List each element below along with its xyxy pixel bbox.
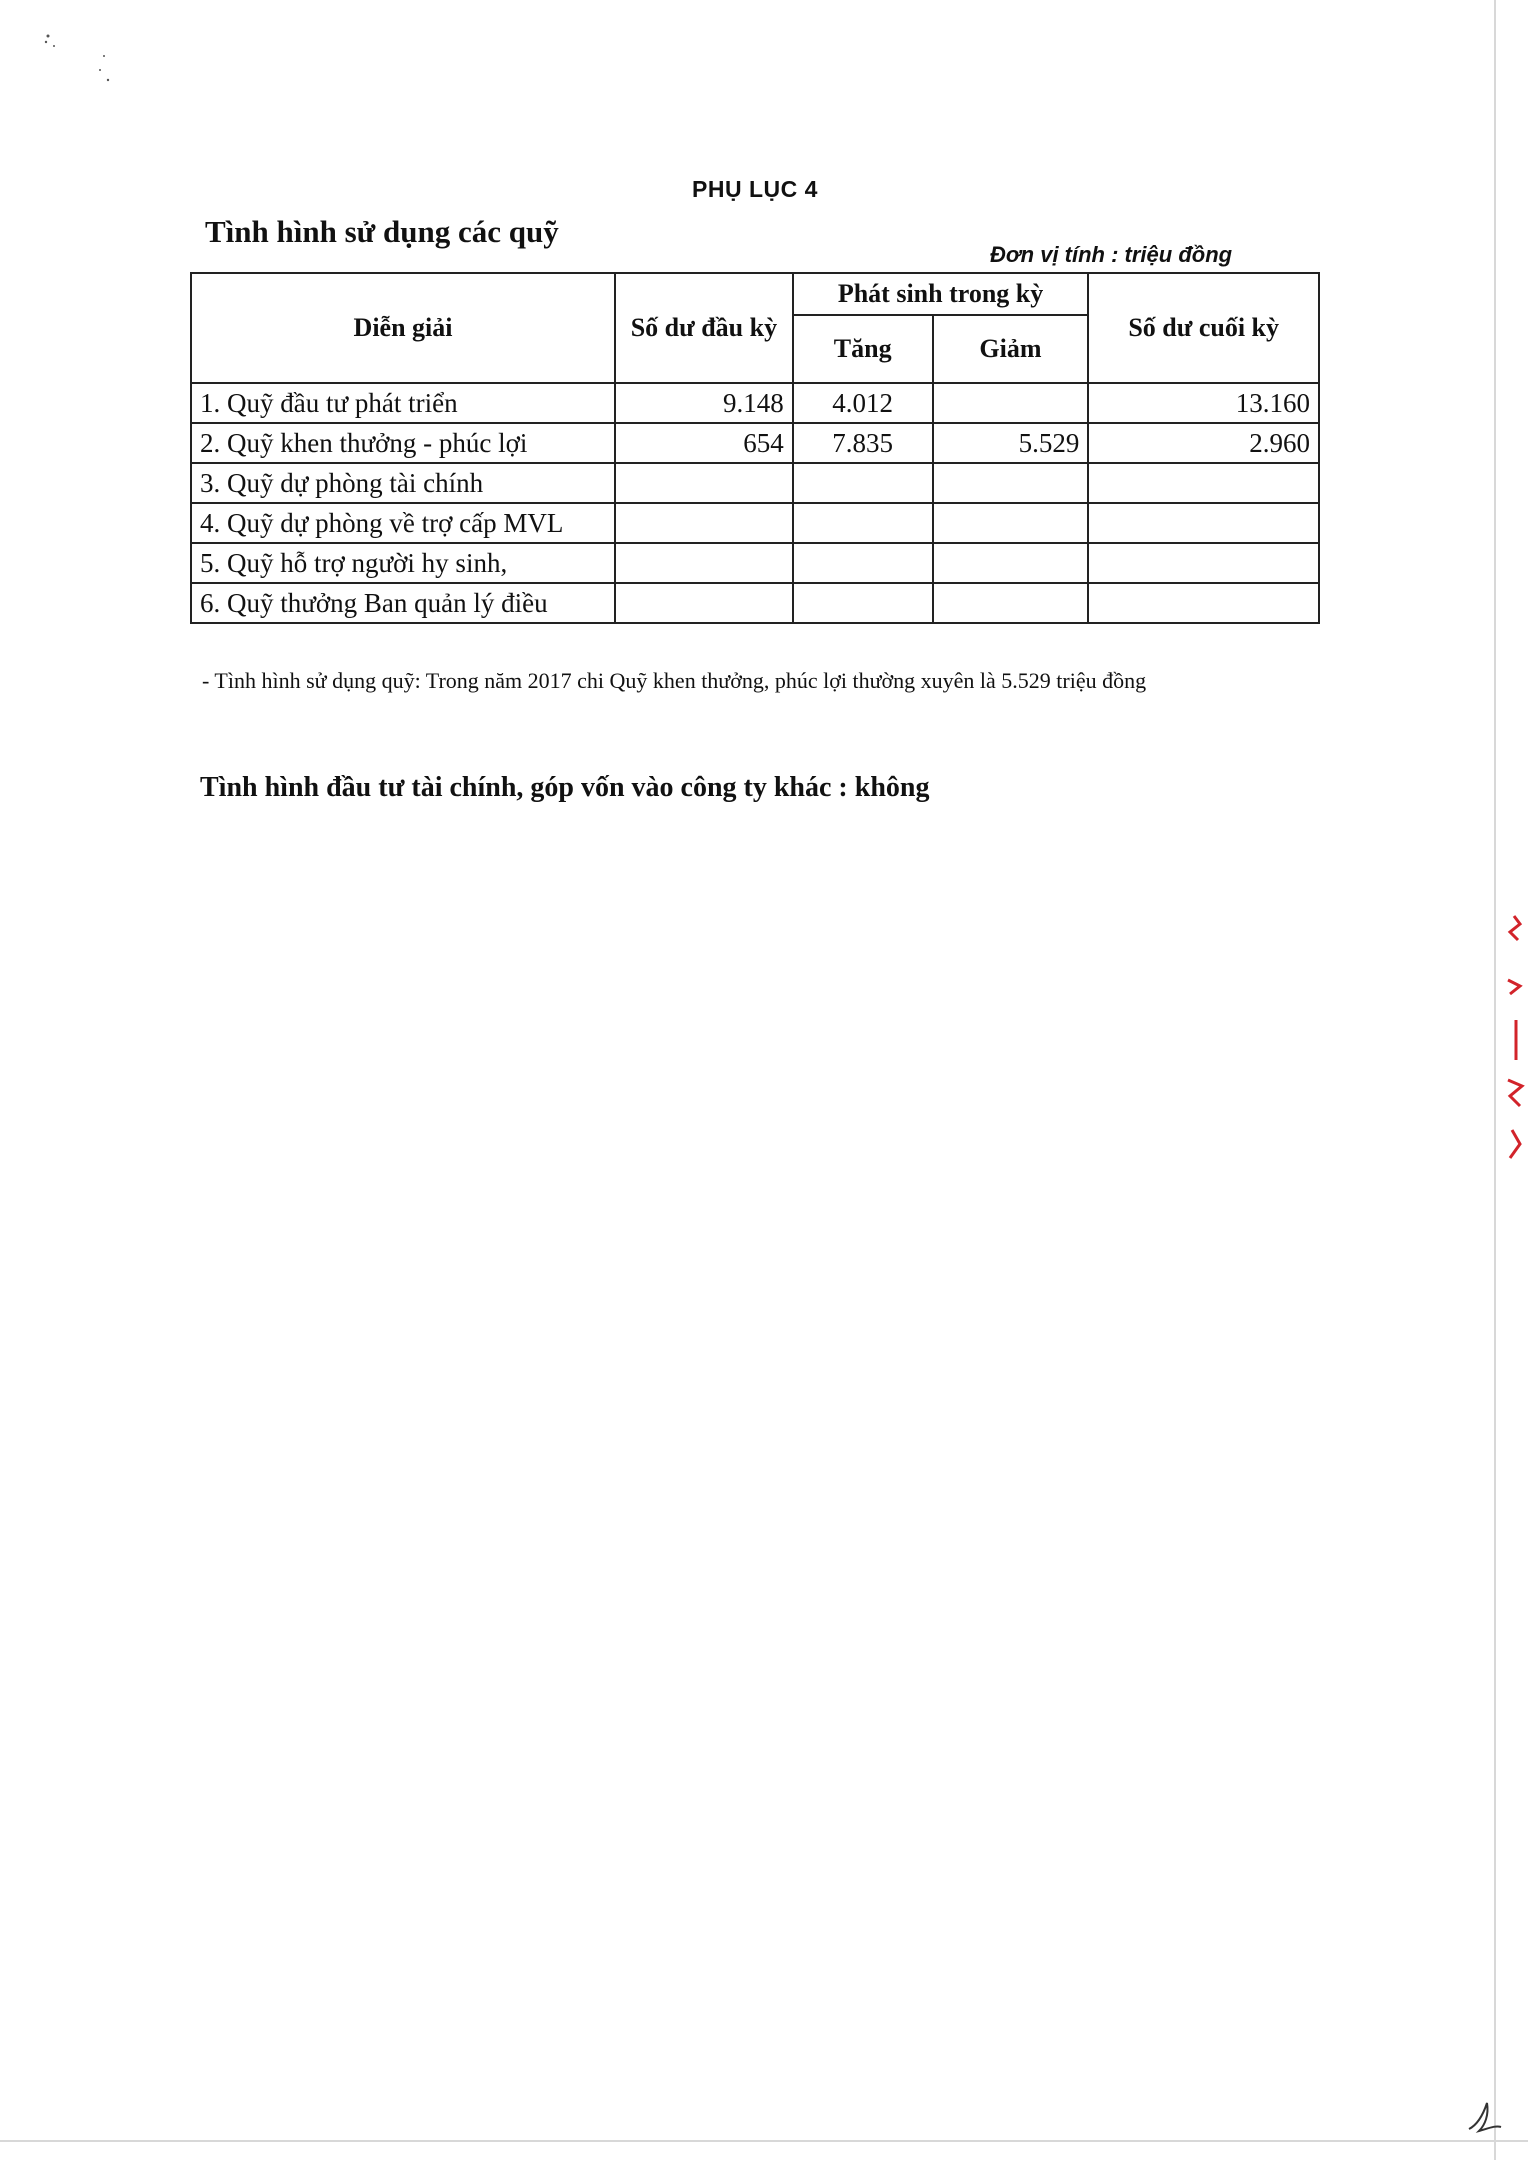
row-increase [793, 463, 933, 503]
row-opening [615, 463, 793, 503]
row-opening [615, 543, 793, 583]
table-row [191, 383, 1319, 423]
row-increase: 7.835 [793, 423, 933, 463]
row-closing [1088, 503, 1319, 543]
row-label: 6. Quỹ thưởng Ban quản lý điều [191, 583, 615, 623]
row-opening: 9.148 [615, 383, 793, 423]
row-label: 1. Quỹ đầu tư phát triển [191, 383, 615, 423]
row-label: 2. Quỹ khen thưởng - phúc lợi [191, 423, 615, 463]
header-increase: Tăng [793, 315, 933, 383]
row-closing: 13.160 [1088, 383, 1319, 423]
table-row [191, 583, 1319, 623]
row-label: 5. Quỹ hỗ trợ người hy sinh, [191, 543, 615, 583]
table-header-row [191, 273, 1319, 315]
header-closing-balance: Số dư cuối kỳ [1088, 273, 1319, 383]
row-opening [615, 583, 793, 623]
row-closing [1088, 543, 1319, 583]
row-decrease [933, 383, 1089, 423]
unit-label: Đơn vị tính : triệu đồng [990, 242, 1233, 267]
row-decrease [933, 583, 1089, 623]
row-label: 3. Quỹ dự phòng tài chính [191, 463, 615, 503]
table-row [191, 543, 1319, 583]
appendix-title: PHỤ LỤC 4 [692, 176, 818, 202]
row-decrease [933, 543, 1089, 583]
row-increase [793, 543, 933, 583]
header-description: Diễn giải [191, 273, 615, 383]
row-increase: 4.012 [793, 383, 933, 423]
red-stamp-mark [1500, 910, 1528, 1170]
row-increase [793, 583, 933, 623]
row-decrease [933, 463, 1089, 503]
page-edge-right [1494, 0, 1496, 2160]
funds-table [190, 272, 1320, 624]
row-opening [615, 503, 793, 543]
row-closing [1088, 583, 1319, 623]
row-label: 4. Quỹ dự phòng về trợ cấp MVL [191, 503, 615, 543]
row-closing [1088, 463, 1319, 503]
header-period-group: Phát sinh trong kỳ [793, 273, 1089, 315]
row-decrease [933, 503, 1089, 543]
header-opening-balance: Số dư đầu kỳ [615, 273, 793, 383]
fund-usage-note: - Tình hình sử dụng quỹ: Trong năm 2017 chi Quỹ khen thưởng, phúc lợi thường xuyên là 5.529 triệu đồng [202, 668, 1147, 693]
table-row [191, 463, 1319, 503]
table-row [191, 423, 1319, 463]
table-row [191, 503, 1319, 543]
section-title: Tình hình sử dụng các quỹ [205, 214, 559, 249]
page-edge-bottom [0, 2140, 1528, 2142]
signature-mark [1465, 2095, 1505, 2140]
row-increase [793, 503, 933, 543]
scan-specks [40, 30, 120, 90]
row-opening: 654 [615, 423, 793, 463]
row-closing: 2.960 [1088, 423, 1319, 463]
header-decrease: Giảm [933, 315, 1089, 383]
investment-statement: Tình hình đầu tư tài chính, góp vốn vào công ty khác : không [200, 772, 930, 803]
row-decrease: 5.529 [933, 423, 1089, 463]
